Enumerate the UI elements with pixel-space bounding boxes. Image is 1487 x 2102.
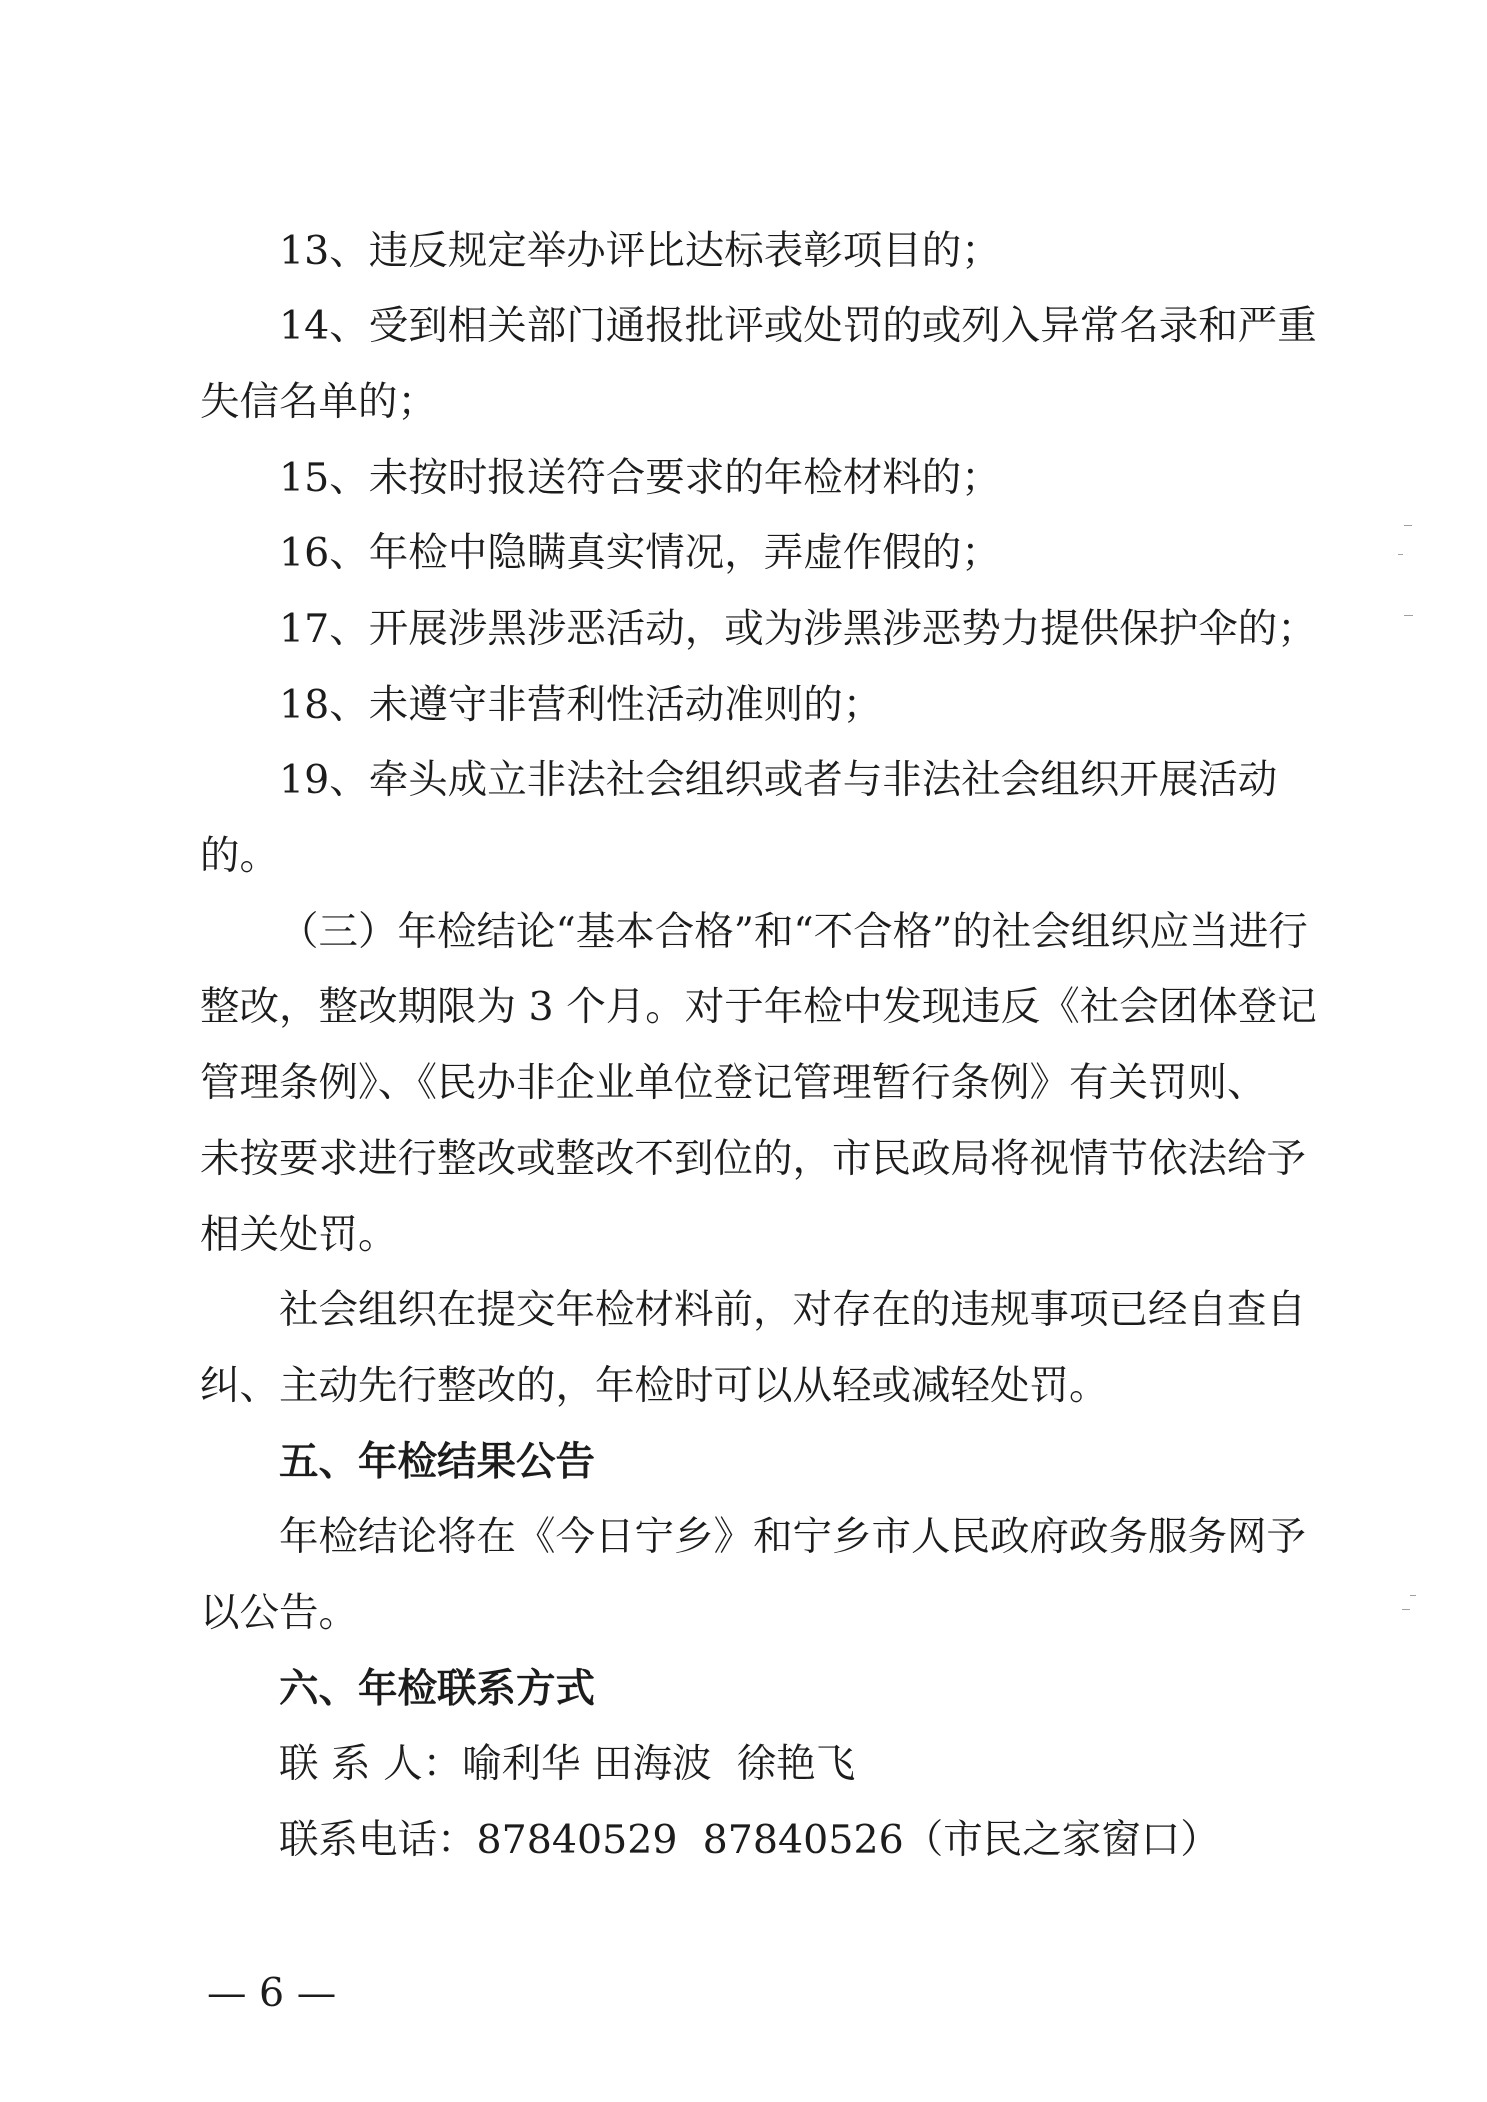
document-body	[200, 214, 1400, 1879]
self-correction-paragraph	[200, 1273, 1400, 1424]
text-line: 15、未按时报送符合要求的年检材料的；	[279, 454, 1001, 501]
text-line: 13、违反规定举办评比达标表彰项目的；	[279, 227, 1001, 274]
text-line: 整改，整改期限为 3 个月。对于年检中发现违反《社会团体登记	[200, 984, 1317, 1031]
contact-person-names: 喻利华 田海波 徐艳飞	[462, 1741, 856, 1788]
contact-section	[200, 1652, 1400, 1879]
page-number: — 6 —	[207, 1970, 337, 2016]
text-line: 社会组织在提交年检材料前，对存在的违规事项已经自查自	[279, 1287, 1306, 1334]
list-item	[200, 441, 1400, 517]
list-item	[200, 516, 1400, 592]
contact-phone-line	[200, 1803, 1400, 1879]
contact-phone-label: 联系电话：	[279, 1817, 477, 1864]
contact-phone-numbers: 87840529 87840526（市民之家窗口）	[476, 1817, 1220, 1864]
list-item	[200, 743, 1400, 894]
text-line: 纠、主动先行整改的，年检时可以从轻或减轻处罚。	[200, 1362, 1109, 1409]
contact-person-line	[200, 1727, 1400, 1803]
contact-person-label: 联 系 人：	[279, 1741, 463, 1788]
scan-mark	[1402, 1609, 1410, 1610]
text-line: 14、受到相关部门通报批评或处罚的或列入异常名录和严重	[279, 303, 1317, 350]
text-line: 17、开展涉黑涉恶活动，或为涉黑涉恶势力提供保护伞的；	[279, 606, 1317, 653]
text-line: （三）年检结论“基本合格”和“不合格”的社会组织应当进行	[279, 908, 1308, 955]
text-line: 16、年检中隐瞒真实情况，弄虚作假的；	[279, 530, 1001, 577]
text-line: 年检结论将在《今日宁乡》和宁乡市人民政府政务服务网予	[279, 1514, 1306, 1561]
text-line: 18、未遵守非营利性活动准则的；	[279, 681, 883, 728]
text-line: 未按要求进行整改或整改不到位的，市民政局将视情节依法给予	[200, 1135, 1306, 1182]
list-item	[200, 214, 1400, 290]
list-item	[200, 592, 1400, 668]
scan-mark	[1398, 554, 1403, 555]
announcement-section	[200, 1425, 1400, 1652]
scan-mark	[1404, 615, 1413, 616]
text-line: 相关处罚。	[200, 1211, 398, 1258]
scan-mark	[1404, 525, 1412, 526]
section-heading: 五、年检结果公告	[279, 1438, 595, 1485]
text-line: 以公告。	[200, 1589, 358, 1636]
rectification-paragraph	[200, 895, 1400, 1273]
text-line: 管理条例》、《民办非企业单位登记管理暂行条例》有关罚则、	[200, 1060, 1267, 1107]
list-item	[200, 289, 1400, 440]
text-line: 的。	[200, 833, 279, 880]
text-line: 失信名单的；	[200, 378, 437, 425]
list-item	[200, 668, 1400, 744]
section-heading: 六、年检联系方式	[279, 1665, 595, 1712]
text-line: 19、牵头成立非法社会组织或者与非法社会组织开展活动	[279, 757, 1278, 804]
scan-mark	[1410, 1595, 1416, 1596]
